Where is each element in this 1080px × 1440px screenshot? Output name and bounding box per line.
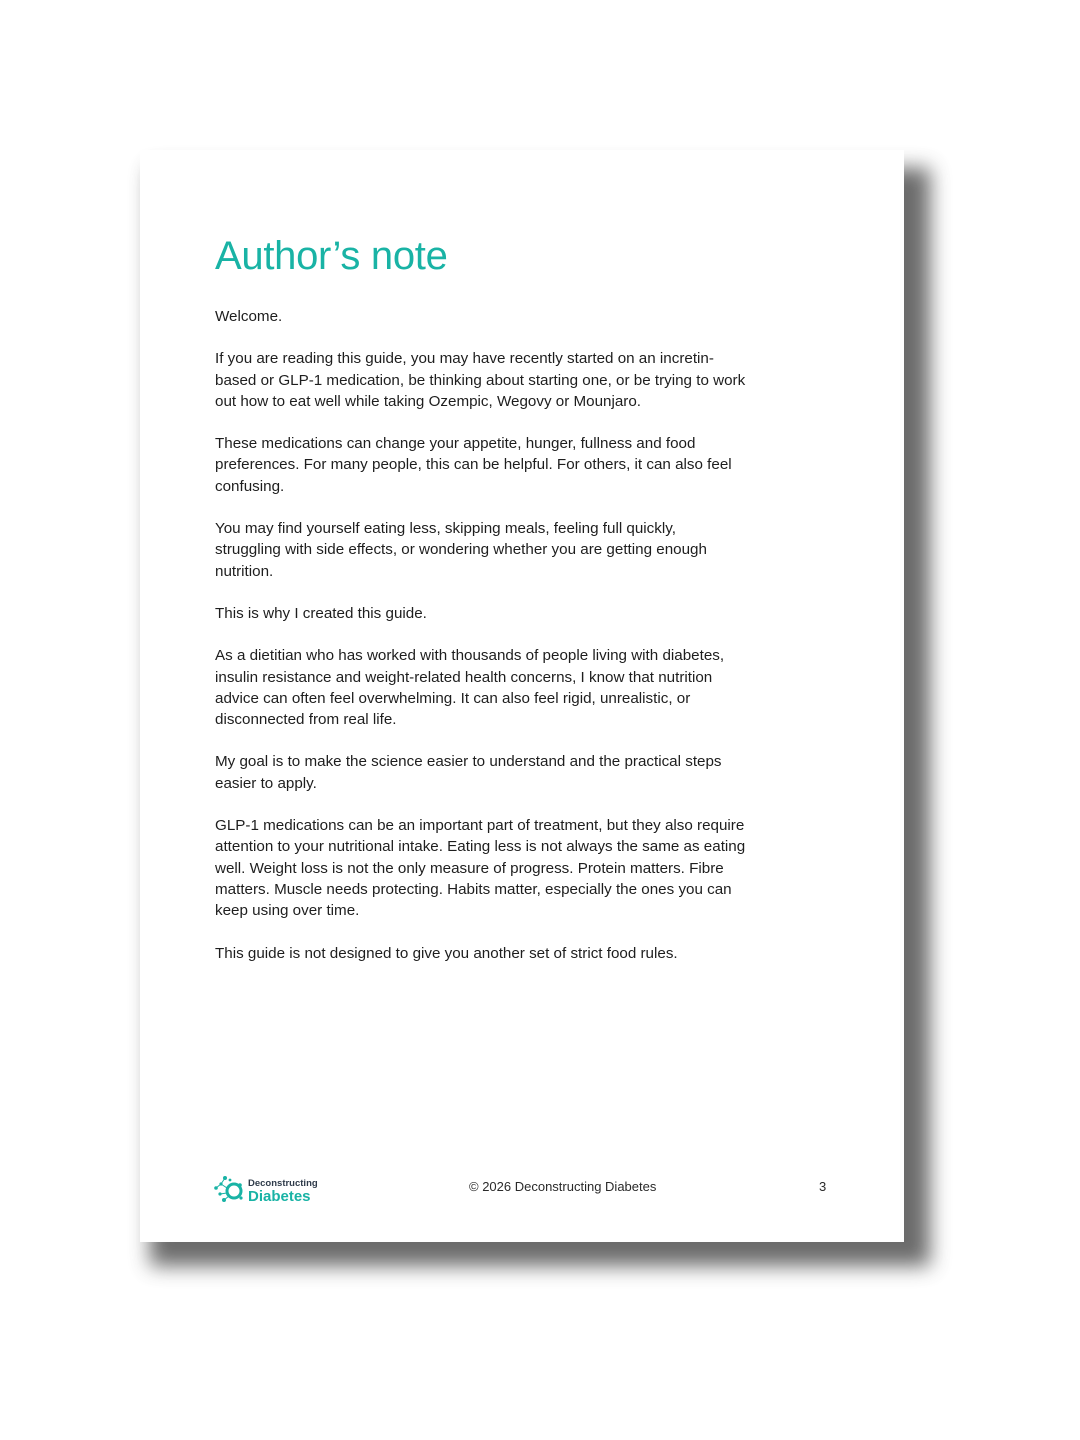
page-title: Author’s note: [215, 234, 448, 278]
brand-logo: [212, 1172, 330, 1208]
paragraph: As a dietitian who has worked with thousands of people living with diabetes, insulin resistance and weight-related health concerns, I know that nutrition advice can often feel overwhelming. It can also feel rigid, unrealistic, or disconnected from real life.: [215, 647, 725, 729]
logo-text-bottom: Diabetes: [248, 1188, 311, 1205]
copyright-notice: © 2026 Deconstructing Diabetes: [469, 1179, 657, 1194]
molecule-icon: [212, 1172, 248, 1208]
paragraph: This guide is not designed to give you another set of strict food rules.: [215, 944, 678, 962]
paragraph: Welcome.: [215, 308, 283, 325]
paragraph: These medications can change your appetite, hunger, fullness and food preferences. For many people, this can be helpful. For others, it can also feel confusing.: [215, 435, 732, 495]
logo-text-top: Deconstructing: [248, 1178, 318, 1189]
page-number: 3: [819, 1179, 827, 1194]
paragraph: You may find yourself eating less, skipping meals, feeling full quickly, struggling with side effects, or wondering whether you are getting enough nutrition.: [215, 520, 707, 580]
paragraph: This is why I created this guide.: [215, 604, 427, 622]
paragraph: GLP-1 medications can be an important part of treatment, but they also require attention to your nutritional intake. Eating less is not always the same as eating well. Weight loss is not the only measure of progress. Protein matters. Fibre matters. Muscle needs protecting. Habits matter, especially the ones you can keep using over time.: [215, 817, 746, 920]
page-footer: [212, 1168, 832, 1208]
paragraph: My goal is to make the science easier to understand and the practical steps easier to apply.: [215, 753, 722, 792]
document-page: [140, 150, 904, 1242]
body-text: [215, 306, 835, 985]
paragraph: If you are reading this guide, you may have recently started on an incretin- based or GLP-1 medication, be thinking about starting one, or be trying to work out how to eat well while taking Ozempic, Wegovy or Mounjaro.: [215, 350, 746, 410]
